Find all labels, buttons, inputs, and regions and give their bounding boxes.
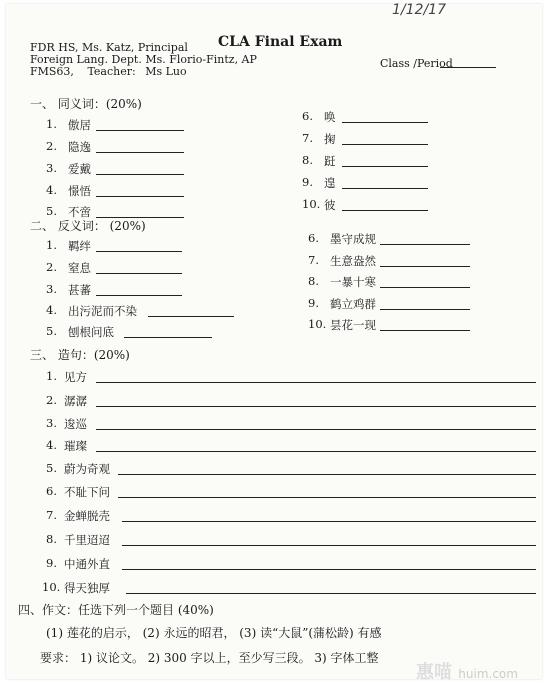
s2-right-9-answer-blank[interactable] bbox=[380, 309, 470, 310]
s3-item-4-answer-blank[interactable] bbox=[96, 451, 536, 452]
s3-item-10-word: 得天独厚 bbox=[64, 581, 110, 595]
s3-item-8-answer-blank[interactable] bbox=[122, 545, 536, 546]
s3-item-2-number: 2. bbox=[46, 393, 57, 407]
s3-item-1-answer-blank[interactable] bbox=[96, 382, 536, 383]
dept-line: Foreign Lang. Dept. Ms. Florio-Fintz, AP bbox=[30, 53, 257, 66]
s2-left-1-answer-blank[interactable] bbox=[96, 251, 182, 252]
s1-right-7-answer-blank[interactable] bbox=[342, 144, 428, 145]
s1-right-7-word: 掬 bbox=[324, 132, 336, 146]
s2-right-6-number: 6. bbox=[308, 231, 319, 245]
s2-right-10-answer-blank[interactable] bbox=[380, 330, 470, 331]
s1-left-5-answer-blank[interactable] bbox=[96, 217, 184, 218]
s3-item-2-answer-blank[interactable] bbox=[96, 406, 536, 407]
s3-item-4-number: 4. bbox=[46, 438, 57, 452]
s2-left-2-word: 窒息 bbox=[68, 261, 91, 275]
s2-right-6-answer-blank[interactable] bbox=[380, 244, 470, 245]
s3-item-5-answer-blank[interactable] bbox=[118, 474, 536, 475]
s3-item-6-answer-blank[interactable] bbox=[118, 497, 536, 498]
s1-right-6-number: 6. bbox=[302, 109, 313, 123]
course-teacher-line bbox=[30, 66, 187, 78]
s1-right-10-answer-blank[interactable] bbox=[342, 210, 428, 211]
s1-left-1-answer-blank[interactable] bbox=[96, 130, 184, 131]
s3-item-5-number: 5. bbox=[46, 461, 57, 475]
school-line: FDR HS, Ms. Katz, Principal bbox=[30, 41, 188, 54]
s2-right-9-number: 9. bbox=[308, 296, 319, 310]
s2-left-2-answer-blank[interactable] bbox=[96, 273, 182, 274]
s1-right-6-word: 唤 bbox=[324, 110, 336, 124]
s2-left-4-answer-blank[interactable] bbox=[148, 316, 234, 317]
s1-right-9-answer-blank[interactable] bbox=[342, 188, 428, 189]
s1-left-1-word: 傲居 bbox=[68, 118, 91, 132]
watermark-brand: 惠喵 bbox=[416, 662, 452, 683]
s3-item-7-answer-blank[interactable] bbox=[122, 521, 536, 522]
s3-item-3-answer-blank[interactable] bbox=[96, 429, 536, 430]
s1-right-8-answer-blank[interactable] bbox=[342, 166, 428, 167]
s3-item-6-number: 6. bbox=[46, 484, 57, 498]
s1-left-3-number: 3. bbox=[46, 161, 57, 175]
s1-left-5-number: 5. bbox=[46, 204, 57, 218]
s3-item-2-word: 潺潺 bbox=[64, 394, 87, 408]
s1-right-9-number: 9. bbox=[302, 175, 313, 189]
s1-left-4-word: 憬悟 bbox=[68, 184, 91, 198]
s3-item-5-word: 蔚为奇观 bbox=[64, 462, 110, 476]
s2-right-7-answer-blank[interactable] bbox=[380, 266, 470, 267]
s3-item-1-word: 见方 bbox=[64, 370, 87, 384]
s1-right-9-word: 遑 bbox=[324, 176, 336, 190]
s2-left-4-number: 4. bbox=[46, 303, 57, 317]
s2-left-5-number: 5. bbox=[46, 324, 57, 338]
s3-item-7-number: 7. bbox=[46, 508, 57, 522]
s3-item-9-word: 中通外直 bbox=[64, 557, 110, 571]
s2-left-5-word: 刨根问底 bbox=[68, 325, 114, 339]
watermark bbox=[416, 658, 518, 684]
s2-right-6-word: 墨守成规 bbox=[330, 232, 376, 246]
s2-left-3-answer-blank[interactable] bbox=[96, 295, 182, 296]
s3-item-8-number: 8. bbox=[46, 532, 57, 546]
handwritten-date: 1/12/17 bbox=[392, 2, 446, 18]
s2-right-8-word: 一暴十寒 bbox=[330, 275, 376, 289]
s3-item-8-word: 千里迢迢 bbox=[64, 533, 110, 547]
s2-right-7-number: 7. bbox=[308, 253, 319, 267]
section1-title: 一、 同义词：(20%) bbox=[30, 97, 142, 111]
s3-item-7-word: 金蝉脱壳 bbox=[64, 509, 110, 523]
s1-right-8-number: 8. bbox=[302, 153, 313, 167]
s3-item-4-word: 璀璨 bbox=[64, 439, 87, 453]
s3-item-3-word: 逡巡 bbox=[64, 417, 87, 431]
s1-left-4-number: 4. bbox=[46, 183, 57, 197]
s2-right-9-word: 鹤立鸡群 bbox=[330, 297, 376, 311]
s1-left-2-word: 隐逸 bbox=[68, 140, 91, 154]
s3-item-10-number: 10. bbox=[42, 580, 61, 594]
s1-left-4-answer-blank[interactable] bbox=[96, 196, 184, 197]
s2-left-5-answer-blank[interactable] bbox=[124, 337, 212, 338]
s3-item-6-word: 不耻下问 bbox=[64, 485, 110, 499]
s1-left-2-answer-blank[interactable] bbox=[96, 152, 184, 153]
s1-right-10-word: 彼 bbox=[324, 198, 336, 212]
class-period-label: Class /Period bbox=[380, 57, 453, 70]
teacher-name: Ms Luo bbox=[145, 65, 187, 78]
s1-right-7-number: 7. bbox=[302, 131, 313, 145]
s2-right-10-number: 10. bbox=[308, 317, 327, 331]
course-code: FMS63, bbox=[30, 65, 74, 78]
s3-item-9-number: 9. bbox=[46, 556, 57, 570]
s2-left-1-number: 1. bbox=[46, 238, 57, 252]
s1-left-3-word: 爱戴 bbox=[68, 162, 91, 176]
section4-title: 四、作文：任选下列一个题目 (40%) bbox=[18, 603, 214, 617]
s2-left-2-number: 2. bbox=[46, 260, 57, 274]
section2-title: 二、 反义词： (20%) bbox=[30, 219, 146, 233]
exam-title: CLA Final Exam bbox=[218, 34, 343, 50]
class-period-blank bbox=[440, 67, 496, 68]
section3-title: 三、 造句：(20%) bbox=[30, 348, 130, 362]
teacher-label: Teacher: bbox=[87, 65, 136, 78]
s1-right-6-answer-blank[interactable] bbox=[342, 122, 428, 123]
essay-topics: (1) 莲花的启示， (2) 永远的昭君， (3) 读“大鼠”(蒲松龄) 有感 bbox=[46, 626, 382, 640]
s1-right-8-word: 跹 bbox=[324, 154, 336, 168]
s2-left-4-word: 出污泥而不染 bbox=[68, 304, 137, 318]
s3-item-10-answer-blank[interactable] bbox=[126, 593, 536, 594]
s1-left-2-number: 2. bbox=[46, 139, 57, 153]
s2-right-8-answer-blank[interactable] bbox=[380, 287, 470, 288]
s1-left-1-number: 1. bbox=[46, 117, 57, 131]
s3-item-3-number: 3. bbox=[46, 416, 57, 430]
s2-left-3-word: 甚蕃 bbox=[68, 283, 91, 297]
s2-right-8-number: 8. bbox=[308, 274, 319, 288]
s2-right-10-word: 昙花一现 bbox=[330, 318, 376, 332]
s2-left-3-number: 3. bbox=[46, 282, 57, 296]
watermark-site: huim.com bbox=[458, 667, 518, 681]
essay-requirements: 要求： 1) 议论文。 2) 300 字以上，至少写三段。 3) 字体工整 bbox=[40, 651, 379, 665]
s1-left-3-answer-blank[interactable] bbox=[96, 174, 184, 175]
s1-right-10-number: 10. bbox=[302, 197, 321, 211]
s1-left-5-word: 不啻 bbox=[68, 205, 91, 219]
s3-item-1-number: 1. bbox=[46, 369, 57, 383]
s3-item-9-answer-blank[interactable] bbox=[122, 569, 536, 570]
s2-left-1-word: 羁绊 bbox=[68, 239, 91, 253]
s2-right-7-word: 生意盎然 bbox=[330, 254, 376, 268]
